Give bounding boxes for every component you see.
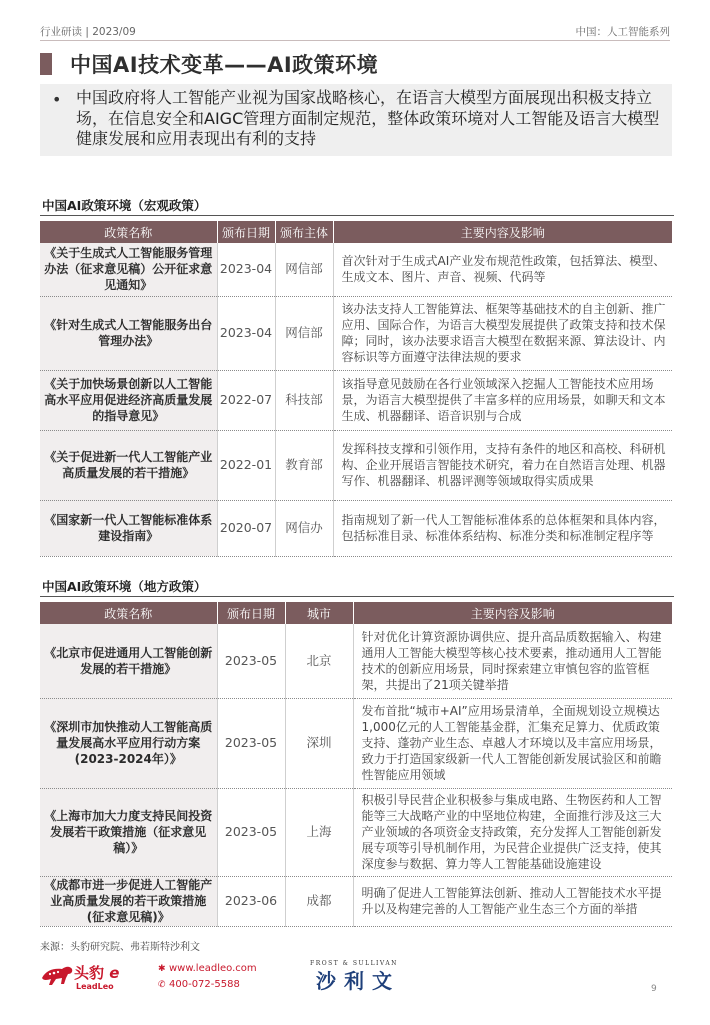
policy-name: 《上海市加大力度支持民间投资发展若干政策措施（征求意见稿）》 bbox=[40, 788, 217, 876]
column-header: 颁布日期 bbox=[217, 602, 285, 624]
column-header: 颁布主体 bbox=[275, 221, 333, 243]
contact-info bbox=[158, 961, 257, 993]
website-link[interactable]: www.leadleo.com bbox=[169, 963, 257, 974]
policy-description: 首次针对于生成式AI产业发布规范性政策，包括算法、模型、生成文本、图片、声音、视频、代码等 bbox=[333, 243, 672, 296]
policy-description: 发挥科技支撑和引领作用，支持有条件的地区和高校、科研机构、企业开展语言智能技术研究，着力在自然语言处理、机器写作、机器翻译、机器评测等领域取得实质成果 bbox=[333, 430, 672, 500]
website-line bbox=[158, 961, 257, 977]
brand-name-cn: 头豹 e bbox=[74, 964, 120, 982]
frost-sullivan-cn: 沙利文 bbox=[316, 969, 400, 993]
policy-issuer: 网信办 bbox=[275, 500, 333, 556]
policy-date: 2022-01 bbox=[217, 430, 275, 500]
series-name: 中国：人工智能系列 bbox=[575, 26, 670, 38]
brand-name-en: LeadLeo bbox=[76, 982, 114, 991]
source-note: 来源：头豹研究院、弗若斯特沙利文 bbox=[40, 942, 200, 953]
page-header bbox=[40, 24, 670, 38]
summary-text: 中国政府将人工智能产业视为国家战略核心，在语言大模型方面展现出积极支持立场，在信息安全和AIGC管理方面制定规范，整体政策环境对人工智能及语言大模型健康发展和应用表现出有利的支持 bbox=[76, 88, 660, 148]
title-accent-bar bbox=[40, 53, 52, 75]
column-header: 颁布日期 bbox=[217, 221, 275, 243]
policy-city: 深圳 bbox=[285, 698, 353, 788]
summary-box bbox=[40, 84, 672, 156]
policy-date: 2023-05 bbox=[217, 698, 285, 788]
table-row bbox=[40, 624, 672, 698]
table-header-row bbox=[40, 221, 672, 243]
summary-bullet: • bbox=[52, 90, 62, 109]
phone-line bbox=[158, 977, 257, 993]
policy-name: 《关于促进新一代人工智能产业高质量发展的若干措施》 bbox=[40, 430, 217, 500]
table-row bbox=[40, 370, 672, 430]
policy-name: 《针对生成式人工智能服务出台管理办法》 bbox=[40, 296, 217, 370]
policy-date: 2023-04 bbox=[217, 296, 275, 370]
policy-name: 《成都市进一步促进人工智能产业高质量发展的若干政策措施(征求意见稿)》 bbox=[40, 876, 217, 926]
column-header: 主要内容及影响 bbox=[353, 602, 672, 624]
policy-date: 2020-07 bbox=[217, 500, 275, 556]
policy-description: 该办法支持人工智能算法、框架等基础技术的自主创新、推广应用、国际合作，为语言大模型发展提供了政策支持和技术保障；同时，该办法要求语言大模型在数据来源、算法设计、内容标识等方面遵守法律法规的要求 bbox=[333, 296, 672, 370]
local-policy-section-title: 中国AI政策环境（地方政策） bbox=[42, 579, 207, 594]
table-row bbox=[40, 296, 672, 370]
policy-date: 2022-07 bbox=[217, 370, 275, 430]
globe-icon: ✱ bbox=[158, 964, 166, 974]
policy-issuer: 教育部 bbox=[275, 430, 333, 500]
policy-date: 2023-04 bbox=[217, 243, 275, 296]
local-policy-table bbox=[40, 602, 672, 927]
policy-city: 成都 bbox=[285, 876, 353, 926]
table-row bbox=[40, 430, 672, 500]
frost-sullivan-en: FROST & SULLIVAN bbox=[310, 960, 398, 967]
leopard-icon bbox=[40, 962, 74, 988]
policy-name: 《国家新一代人工智能标准体系建设指南》 bbox=[40, 500, 217, 556]
policy-issuer: 网信部 bbox=[275, 296, 333, 370]
policy-description: 发布首批“城市+AI”应用场景清单，全面规划设立规模达1,000亿元的人工智能基金群，汇集充足算力、优质政策支持、蓬勃产业生态、卓越人才环境以及丰富应用场景，致力于打造国家级新一代人工智能创新发展试验区和前瞻性智能应用领域 bbox=[353, 698, 672, 788]
policy-description: 积极引导民营企业积极参与集成电路、生物医药和人工智能等三大战略产业的中坚地位构建，全面推行涉及这三大产业领域的各项资金支持政策，充分发挥人工智能创新发展专项等引导机制作用，为民营企业提供广泛支持，使其深度参与数据、算力等人工智能基础设施建设 bbox=[353, 788, 672, 876]
policy-date: 2023-06 bbox=[217, 876, 285, 926]
policy-description: 明确了促进人工智能算法创新、推动人工智能技术水平提升以及构建完善的人工智能产业生态三个方面的举措 bbox=[353, 876, 672, 926]
policy-name: 《北京市促进通用人工智能创新发展的若干措施》 bbox=[40, 624, 217, 698]
table-row bbox=[40, 243, 672, 296]
page-number: 9 bbox=[651, 984, 657, 994]
policy-description: 针对优化计算资源协调供应、提升高品质数据输入、构建通用人工智能大模型等核心技术要素，推动通用人工智能技术的创新应用场景，同时探索建立审慎包容的监管框架，共提出了21项关键举措 bbox=[353, 624, 672, 698]
report-type-date: 行业研读 | 2023/09 bbox=[40, 26, 136, 38]
policy-name: 《关于加快场景创新以人工智能高水平应用促进经济高质量发展的指导意见》 bbox=[40, 370, 217, 430]
policy-city: 上海 bbox=[285, 788, 353, 876]
frost-sullivan-logo bbox=[290, 960, 418, 1000]
macro-policy-table bbox=[40, 221, 672, 557]
macro-section-divider bbox=[40, 215, 674, 216]
phone-icon: ✆ bbox=[158, 980, 166, 990]
policy-date: 2023-05 bbox=[217, 624, 285, 698]
page-title: 中国AI技术变革——AI政策环境 bbox=[70, 53, 379, 77]
local-section-divider bbox=[40, 596, 674, 597]
table-row bbox=[40, 788, 672, 876]
column-header: 城市 bbox=[285, 602, 353, 624]
table-row bbox=[40, 698, 672, 788]
column-header: 政策名称 bbox=[40, 221, 217, 243]
policy-issuer: 科技部 bbox=[275, 370, 333, 430]
header-divider bbox=[40, 40, 670, 41]
column-header: 政策名称 bbox=[40, 602, 217, 624]
table-row bbox=[40, 876, 672, 926]
phone-number: 400-072-5588 bbox=[169, 979, 240, 990]
macro-policy-section-title: 中国AI政策环境（宏观政策） bbox=[42, 198, 207, 213]
table-row bbox=[40, 500, 672, 556]
column-header: 主要内容及影响 bbox=[333, 221, 672, 243]
policy-description: 指南规划了新一代人工智能标准体系的总体框架和具体内容，包括标准目录、标准体系结构、标准分类和标准制定程序等 bbox=[333, 500, 672, 556]
policy-description: 该指导意见鼓励在各行业领域深入挖掘人工智能技术应用场景，为语言大模型提供了丰富多样的应用场景，如聊天和文本生成、机器翻译、语音识别与合成 bbox=[333, 370, 672, 430]
policy-name: 《关于生成式人工智能服务管理办法（征求意见稿）公开征求意见通知》 bbox=[40, 243, 217, 296]
policy-issuer: 网信部 bbox=[275, 243, 333, 296]
leadleo-logo bbox=[40, 960, 257, 996]
table-header-row bbox=[40, 602, 672, 624]
policy-date: 2023-05 bbox=[217, 788, 285, 876]
policy-city: 北京 bbox=[285, 624, 353, 698]
policy-name: 《深圳市加快推动人工智能高质量发展高水平应用行动方案(2023-2024年）》 bbox=[40, 698, 217, 788]
